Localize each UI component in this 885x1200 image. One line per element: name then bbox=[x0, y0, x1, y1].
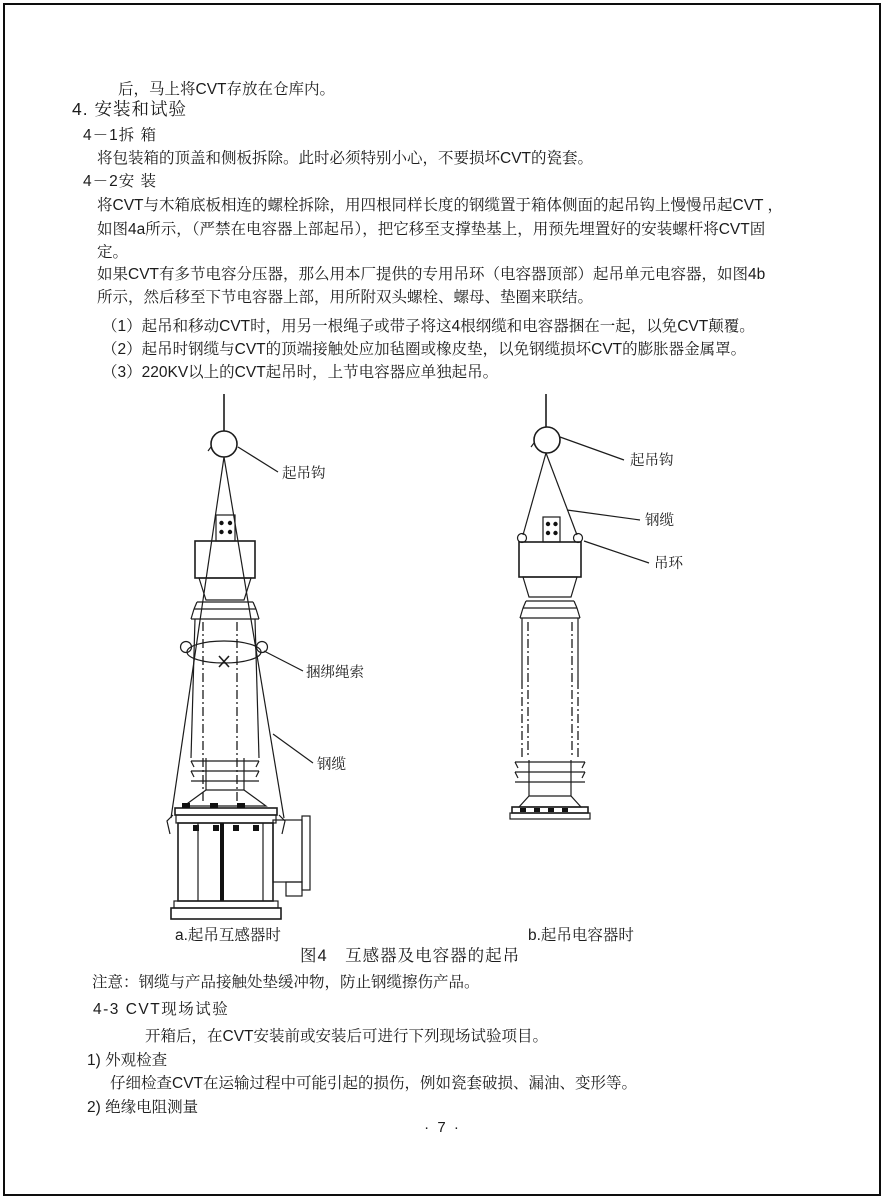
chamber-neck-b bbox=[523, 577, 577, 597]
pipe-foot-box bbox=[286, 882, 302, 896]
test-item-1-body: 仔细检查CVT在运输过程中可能引起的损伤，例如瓷套破损、漏油、变形等。 bbox=[110, 1075, 638, 1092]
expansion-chamber-a bbox=[195, 541, 255, 578]
chamber-neck-a bbox=[199, 578, 251, 600]
leader-hook-a bbox=[238, 447, 278, 472]
expansion-chamber-b bbox=[519, 542, 581, 577]
leader-lifting-ring bbox=[584, 541, 649, 563]
section-4-heading: 4. 安装和试验 bbox=[72, 99, 187, 119]
install-note-item-3: （3）220KV以上的CVT起吊时，上节电容器应单独起吊。 bbox=[102, 364, 499, 381]
mounting-flange-a bbox=[184, 790, 266, 806]
lifting-hook-b-icon bbox=[534, 427, 560, 453]
hook-tip-a bbox=[208, 447, 211, 451]
install-para-line-5: 所示，然后移至下节电容器上部，用所附双头螺栓、螺母、垫圈来联结。 bbox=[97, 289, 594, 306]
leader-cable-a bbox=[273, 734, 313, 763]
bottom-flange-b bbox=[510, 796, 590, 819]
label-lifting-ring: 吊环 bbox=[654, 556, 683, 572]
figure-a-caption: a.起吊互感器时 bbox=[175, 927, 281, 944]
install-note-item-2: （2）起吊时钢缆与CVT的顶端接触处应加毡圈或橡皮垫，以免钢缆损坏CVT的膨胀器金属罩。 bbox=[102, 341, 747, 358]
label-lifting-hook-a: 起吊钩 bbox=[282, 466, 326, 482]
install-para-line-4: 如果CVT有多节电容分压器，那么用本厂提供的专用吊环（电容器顶部）起吊单元电容器，如图4b bbox=[97, 266, 766, 283]
leader-hook-b bbox=[560, 437, 624, 460]
figure-note: 注意：钢缆与产品接触处垫缓冲物，防止钢缆擦伤产品。 bbox=[92, 974, 480, 991]
capacitor-column bbox=[522, 618, 578, 758]
flange-rings-b bbox=[520, 601, 580, 618]
test-item-2-heading: 2) 绝缘电阻测量 bbox=[87, 1099, 199, 1116]
terminal-block-b bbox=[543, 517, 560, 542]
steel-cables-a bbox=[171, 457, 284, 818]
test-item-1-heading: 1) 外观检查 bbox=[87, 1052, 168, 1069]
capacitor-lifting-drawing bbox=[510, 394, 683, 819]
pipe-end-flange bbox=[302, 816, 310, 890]
figure-b-caption: b.起吊电容器时 bbox=[528, 927, 634, 944]
base-plate-a bbox=[171, 908, 281, 919]
section-4-3-heading: 4-3 CVT现场试验 bbox=[93, 1001, 230, 1018]
section-4-2-heading: 4－2安 装 bbox=[83, 173, 158, 190]
label-lifting-hook-b: 起吊钩 bbox=[630, 453, 674, 469]
leader-cable-b bbox=[567, 510, 640, 520]
base-plate-a-top bbox=[174, 901, 278, 908]
label-steel-cable-b: 钢缆 bbox=[645, 513, 674, 529]
porcelain-column-a bbox=[191, 619, 259, 804]
terminal-block-a bbox=[216, 515, 235, 541]
steel-cables-b bbox=[523, 453, 577, 535]
section-4-1-heading: 4－1拆 箱 bbox=[83, 127, 158, 144]
label-steel-cable-a: 钢缆 bbox=[317, 757, 346, 773]
figure-4-drawing bbox=[60, 390, 820, 945]
install-para-line-3: 定。 bbox=[97, 244, 129, 261]
install-para-line-2: 如图4a所示，（严禁在电容器上部起吊），把它移至支撑垫基上，用预先埋置好的安装螺杆将CVT固 bbox=[97, 221, 766, 238]
shed-fins-a bbox=[191, 758, 259, 790]
section-4-3-intro: 开箱后，在CVT安装前或安装后可进行下列现场试验项目。 bbox=[145, 1028, 549, 1045]
transformer-tank bbox=[167, 803, 310, 919]
shed-fins-b bbox=[515, 760, 585, 796]
secondary-terminal-pipe bbox=[273, 820, 302, 882]
label-binding-rope: 捆绑绳索 bbox=[306, 665, 364, 681]
cable-lug-left bbox=[167, 815, 173, 834]
figure-title: 图4 互感器及电容器的起吊 bbox=[300, 947, 521, 965]
lifting-ring-left bbox=[518, 534, 527, 543]
install-para-line-1: 将CVT与木箱底板相连的螺栓拆除，用四根同样长度的钢缆置于箱体侧面的起吊钩上慢慢吊起CVT ， bbox=[97, 197, 784, 214]
install-note-item-1: （1）起吊和移动CVT时，用另一根绳子或带子将这4根纲缆和电容器捆在一起，以免CVT颠覆。 bbox=[102, 318, 755, 335]
page-number: · 7 · bbox=[424, 1119, 461, 1136]
lifting-ring-right bbox=[574, 534, 583, 543]
leader-binding-rope bbox=[264, 651, 303, 671]
transformer-lifting-drawing bbox=[167, 394, 364, 919]
lifting-hook-a-icon bbox=[211, 431, 237, 457]
hook-tip-b bbox=[531, 443, 534, 447]
intro-line: 后，马上将CVT存放在仓库内。 bbox=[118, 81, 336, 98]
section-4-1-body: 将包装箱的顶盖和侧板拆除。此时必须特别小心，不要损坏CVT的瓷套。 bbox=[97, 150, 594, 167]
